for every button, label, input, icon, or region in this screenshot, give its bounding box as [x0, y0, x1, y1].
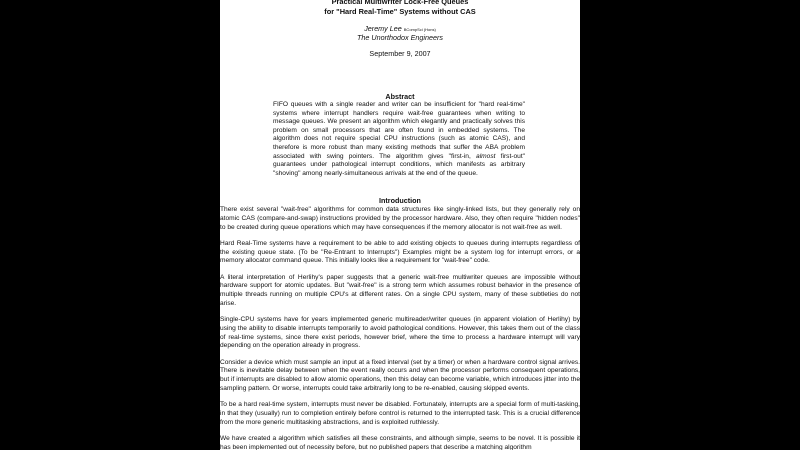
author-degree: BCompSci (Hons): [403, 27, 436, 32]
abstract-part-1: FIFO queues with a single reader and writer can be insufficient for "hard real-time" systems where interrupt handlers require wait-free guarantees when writing to message queues. We present an algorithm which elegantly and practically solves this problem on small processors that are often found in embedded systems. The algorithm does not require special CPU instructions (such as atomic CAS), and therefore is more robust than many existing methods that suffer the ABA problem associated with swing pointers. The algorithm gives "first-in,: [273, 101, 525, 160]
paragraph: To be a hard real-time system, interrupts must never be disabled. Fortunately, interrupts are a special form of multi-tasking, in that they (usually) run to completion entirely before control is returned to the interrupted task. This is a crucial difference from the more generic multitasking abstractions, and is exploited ruthlessly.: [220, 401, 580, 426]
abstract-text: [273, 101, 525, 178]
introduction-heading: Introduction: [379, 196, 421, 205]
introduction-body: [220, 206, 580, 450]
title-line-1: Practical Multiwriter Lock-Free Queues: [331, 0, 469, 6]
paper-title: [220, 0, 580, 17]
paragraph: Hard Real-Time systems have a requirement to be able to add existing objects to queues during interrupts regardless of the existing queue state. (To be "Re-Entrant to Interrupts") Examples might be a system log for interrupt errors, or a memory allocator command queue. This initially looks like a requirement for "wait-free" code.: [220, 239, 580, 265]
paper-page: [220, 0, 580, 450]
abstract-heading: Abstract: [385, 92, 415, 101]
paragraph: Single-CPU systems have for years implemented generic multireader/writer queues (in apparent violation of Herlihy) by using the ability to disable interrupts temporarily to avoid pathological conditions. However, this takes them out of the class of real-time systems, since there exist periods, however brief, where the time to process a hardware interrupt will vary depending on the operation already in progress.: [220, 316, 580, 350]
paper-date: September 9, 2007: [369, 49, 431, 58]
paragraph: Consider a device which must sample an input at a fixed interval (set by a timer) or when a hardware control signal arrives. There is inevitable delay between when the event really occurs and when the processor performs consequent operations, but if interrupts are disabled to allow atomic operations, then this delay can become variable, which introduces jitter into the sampling pattern. Or worse, interrupts could take arbitrarily long to be re-enabled, causing skipped events.: [220, 358, 580, 392]
title-line-2: for "Hard Real-Time" Systems without CAS: [324, 7, 476, 16]
author-name: Jeremy Lee: [364, 24, 402, 33]
paragraph: We have created a algorithm which satisfies all these constraints, and although simple, seems to be novel. It is possible it has been implemented out of necessity before, but no published papers that describe a matching algorithm: [220, 434, 580, 450]
paragraph: There exist several "wait-free" algorithms for common data structures like singly-linked lists, but they generally rely on atomic CAS (compare-and-swap) instructions provided by the processor hardware. Also, they often require "hidden nodes" to be created during queue operations which may have consequences if the memory allocator is not wait-free as well.: [220, 206, 580, 231]
paragraph: A literal interpretation of Herlihy's paper suggests that a generic wait-free multiwriter queues are impossible without hardware support for atomic updates. But "wait-free" is a strong term which assumes robust behavior in the presence of multiple threads running on multiple CPU's at different rates. On a single CPU system, many of these subtleties do not arise.: [220, 273, 580, 307]
abstract-part-2: first-out" guarantees under pathological interrupt conditions, which manifests as arbitrary "shoving" among nearly-simultaneous arrivals at the end of the queue.: [273, 152, 525, 177]
abstract-emphasis: almost: [476, 152, 496, 160]
author-organization: The Unorthodox Engineers: [357, 33, 443, 42]
